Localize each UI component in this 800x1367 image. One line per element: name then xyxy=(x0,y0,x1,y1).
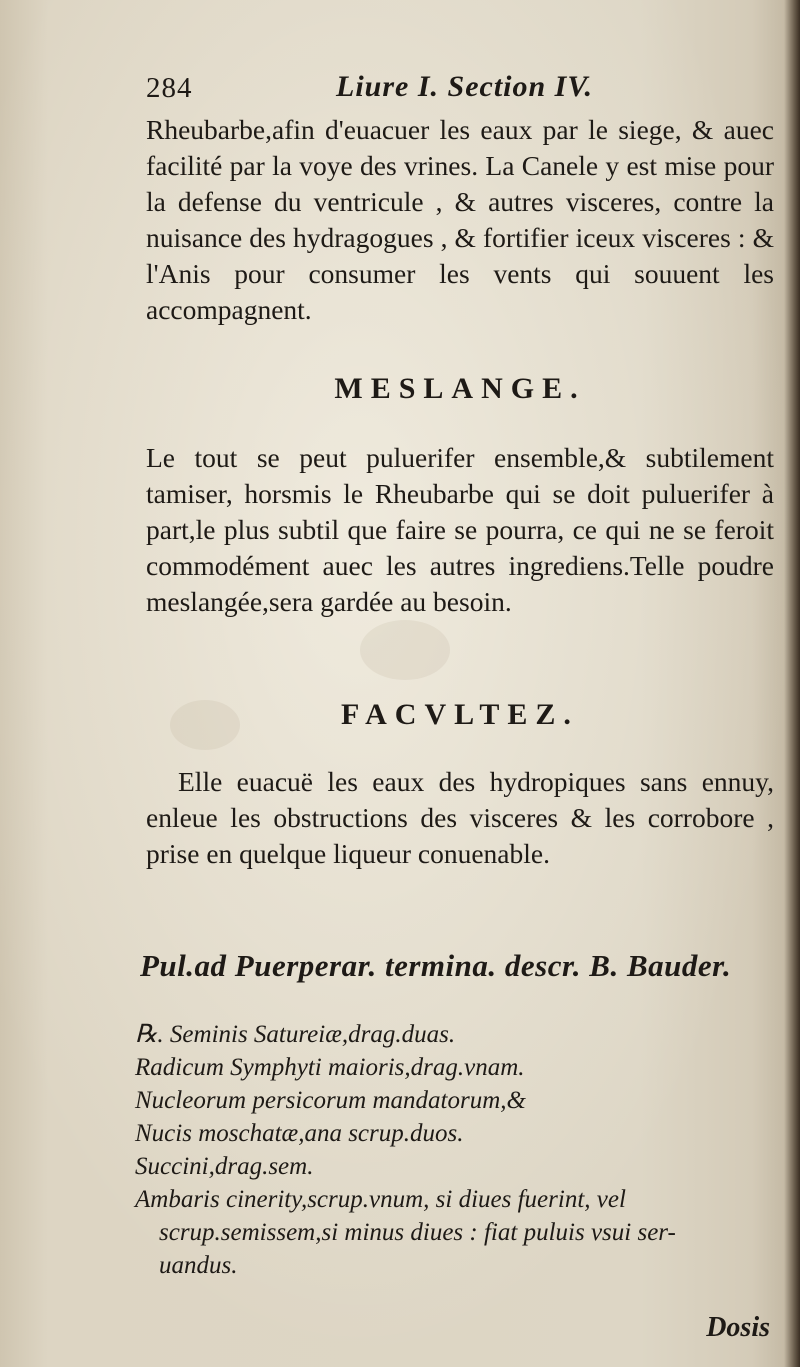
paragraph-facultez: Elle euacuë les eaux des hydropiques sans ennuy, enleue les obstructions des visceres & les corrobore , prise en quelque liqueur conuenable. xyxy=(146,766,774,869)
recipe-line: Succini,drag.sem. xyxy=(135,1153,314,1180)
paragraph-meslange: Le tout se peut puluerifer ensemble,& subtilement tamiser, horsmis le Rheubarbe qui se doit puluerifer à part,le plus subtil que faire se pourra, ce qui ne se feroit commodément auec les autres ingrediens.Telle poudre meslangée,sera gardée au besoin. xyxy=(146,442,774,617)
page-edge-shadow xyxy=(784,0,800,1367)
heading-facultez: FACVLTEZ. xyxy=(341,698,579,731)
running-head: Liure I. Section IV. xyxy=(336,70,593,103)
heading-meslange: MESLANGE. xyxy=(334,372,586,405)
recipe-ingredient-list xyxy=(135,1018,775,1282)
recipe-line: scrup.semissem,si minus diues : fiat puluis vsui ser- xyxy=(159,1219,676,1246)
recipe-line: Ambaris cinerity,scrup.vnum, si diues fuerint, vel xyxy=(135,1186,626,1213)
paragraph-rheubarbe: Rheubarbe,afin d'euacuer les eaux par le siege, & auec facilité par la voye des vrines. La Canele y est mise pour la defense du ventricule , & autres visceres, contre la nuisance des hydragogues , & fortifier iceux visceres : & l'Anis pour consumer les vents qui souuent les accompagnent. xyxy=(146,114,774,325)
catchword: Dosis xyxy=(706,1312,770,1343)
recipe-line: ℞. Seminis Satureiæ,drag.duas. xyxy=(135,1021,456,1048)
recipe-line: uandus. xyxy=(159,1252,238,1279)
recipe-title: Pul.ad Puerperar. termina. descr. B. Bauder. xyxy=(140,948,732,983)
paper-stain xyxy=(360,620,450,680)
page-number: 284 xyxy=(146,72,193,104)
recipe-line: Nucleorum persicorum mandatorum,& xyxy=(135,1087,526,1114)
recipe-line: Radicum Symphyti maioris,drag.vnam. xyxy=(135,1054,525,1081)
recipe-line: Nucis moschatæ,ana scrup.duos. xyxy=(135,1120,464,1147)
